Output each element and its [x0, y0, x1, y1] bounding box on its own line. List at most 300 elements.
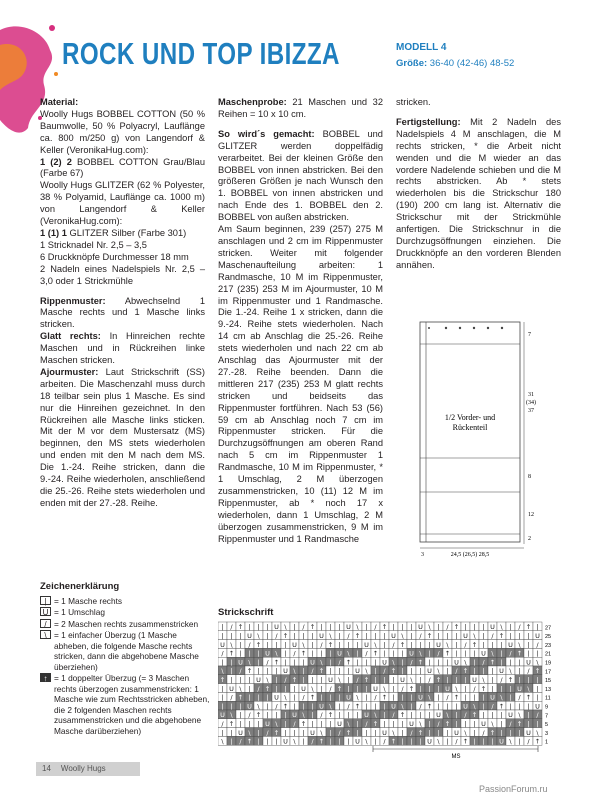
chart-symbol: ↑	[246, 737, 253, 746]
dim-width: 24,5 (26,5) 28,5	[450, 552, 490, 558]
chart-symbol: ↑	[435, 676, 442, 684]
chart-symbol: |	[437, 684, 440, 693]
chart-symbol: /	[374, 693, 377, 702]
chart-symbol: |	[500, 711, 503, 720]
chart-symbol: \	[320, 728, 323, 737]
chart-symbol: |	[356, 728, 359, 737]
legend-text: = 1 einfacher Überzug (1 Masche abheben, die folgende Masche rechts stricken, dann die abgehobene Masche überziehen)	[54, 630, 199, 672]
chart-symbol: |	[311, 632, 314, 640]
chart-symbol: \	[419, 649, 422, 658]
chart-symbol: |	[257, 623, 260, 632]
chart-symbol: |	[401, 737, 404, 746]
chart-symbol: |	[374, 632, 377, 640]
chart-symbol: \	[302, 640, 305, 649]
chart-symbol: |	[239, 632, 242, 640]
chart-symbol: \	[401, 702, 404, 711]
chart-symbol: /	[446, 623, 449, 632]
chart-symbol: |	[311, 640, 314, 649]
chart-symbol: |	[257, 728, 260, 737]
knitting-chart	[218, 620, 568, 760]
chart-symbol: ↑	[372, 649, 379, 658]
chart-symbol: \	[500, 693, 503, 702]
chart-symbol: |	[347, 676, 350, 684]
chart-symbol: \	[437, 737, 440, 746]
chart-symbol: |	[410, 702, 413, 711]
chart-symbol: U	[463, 632, 468, 640]
chart-symbol: |	[230, 667, 233, 676]
chart-symbol: ↑	[408, 684, 415, 693]
chart-symbol: ↑	[426, 632, 433, 640]
dim-2: 2	[528, 536, 531, 542]
chart-symbol: U	[373, 684, 378, 693]
chart-symbol: ↑	[282, 702, 289, 711]
chart-symbol: |	[392, 720, 395, 728]
chart-symbol: |	[221, 623, 224, 632]
chart-symbol: |	[437, 632, 440, 640]
chart-symbol: U	[283, 667, 288, 676]
chart-symbol: /	[275, 702, 278, 711]
chart-symbol: |	[329, 649, 332, 658]
chart-symbol: |	[455, 676, 458, 684]
chart-symbol: \	[428, 623, 431, 632]
chart-symbol: \	[221, 737, 224, 746]
chart-symbol: |	[509, 632, 512, 640]
chart-symbol: |	[518, 676, 521, 684]
row-number: 11	[545, 695, 551, 702]
chart-symbol: |	[266, 640, 269, 649]
chart-symbol: |	[401, 728, 404, 737]
row-number: 23	[545, 642, 552, 649]
dim-top: 7	[528, 332, 531, 338]
chart-symbol: ↑	[336, 684, 343, 693]
chart-symbol: |	[383, 702, 386, 711]
chart-symbol: |	[329, 728, 332, 737]
probe-label: Maschenprobe:	[218, 97, 287, 107]
chart-symbol: |	[482, 702, 485, 711]
chart-symbol: |	[383, 649, 386, 658]
chart-symbol: U	[517, 684, 522, 693]
chart-symbol: U	[364, 711, 369, 720]
chart-symbol: |	[338, 632, 341, 640]
chart-symbol: |	[338, 711, 341, 720]
legend-item	[40, 619, 210, 630]
chart-symbol: |	[257, 720, 260, 728]
chart-symbol: |	[284, 720, 287, 728]
chart-symbol: |	[266, 667, 269, 676]
page-number: 14	[42, 764, 51, 773]
chart-symbol: |	[293, 658, 296, 667]
chart-symbol: |	[491, 711, 494, 720]
chart-symbol: U	[337, 720, 342, 728]
chart-symbol: |	[428, 684, 431, 693]
chart-symbol: |	[293, 693, 296, 702]
chart-symbol: |	[437, 623, 440, 632]
legend-text: = 2 Maschen rechts zusammenstricken	[54, 618, 199, 629]
chart-symbol: \	[419, 720, 422, 728]
chart-symbol: /	[266, 658, 269, 667]
chart-symbol: /	[464, 640, 467, 649]
chart-symbol: /	[221, 720, 224, 728]
chart-symbol: \	[293, 737, 296, 746]
chart-symbol: /	[419, 702, 422, 711]
gemacht-label: So wird´s gemacht:	[218, 128, 315, 139]
chart-symbol: |	[239, 640, 242, 649]
chart-symbol: |	[347, 737, 350, 746]
chart-symbol: |	[500, 649, 503, 658]
chart-symbol: |	[482, 640, 485, 649]
chart-symbol: \	[455, 684, 458, 693]
chart-symbol: /	[392, 640, 395, 649]
chart-symbol: \	[509, 737, 512, 746]
chart-symbol: |	[518, 632, 521, 640]
chart-symbol: ↑	[534, 737, 541, 746]
chart-symbol: U	[220, 711, 225, 720]
chart-symbol: |	[482, 667, 485, 676]
chart-symbol: |	[455, 711, 458, 720]
chart-symbol: ↑	[471, 711, 478, 720]
chart-symbol: |	[356, 684, 359, 693]
chart-symbol: |	[527, 632, 530, 640]
chart-symbol: |	[473, 728, 476, 737]
ms-label: MS	[451, 754, 461, 760]
glatt-text: In Hinreichen rechte Maschen und in Rückreihen linke Maschen stricken.	[40, 331, 205, 366]
chart-symbol: \	[473, 632, 476, 640]
chart-symbol: ↑	[282, 632, 289, 640]
chart-symbol: |	[473, 658, 476, 667]
chart-symbol: |	[383, 720, 386, 728]
chart-symbol: |	[329, 667, 332, 676]
chart-symbol: /	[365, 720, 368, 728]
chart-symbol: |	[491, 737, 494, 746]
chart-symbol: |	[248, 676, 251, 684]
chart-symbol: |	[356, 711, 359, 720]
chart-symbol: /	[383, 737, 386, 746]
chart-symbol: |	[428, 711, 431, 720]
chart-symbol: |	[491, 640, 494, 649]
chart-symbol: \	[464, 658, 467, 667]
chart-symbol: |	[329, 737, 332, 746]
chart-symbol: ↑	[417, 728, 424, 737]
chart-symbol: U	[220, 640, 225, 649]
chart-symbol: /	[311, 667, 314, 676]
chart-symbol: |	[239, 702, 242, 711]
chart-symbol: |	[410, 623, 413, 632]
chart-symbol: /	[410, 658, 413, 667]
chart-symbol: \	[374, 640, 377, 649]
chart-symbol: U	[409, 720, 414, 728]
chart-symbol: ↑	[309, 623, 316, 632]
bobbel-name: BOBBEL COTTON Grau/Blau (Farbe 67)	[40, 156, 206, 179]
page-title: ROCK UND TOP IBIZZA	[62, 36, 340, 71]
row-number: 13	[545, 686, 552, 693]
chart-symbol: |	[401, 720, 404, 728]
chart-symbol: U	[499, 737, 504, 746]
chart-symbol: U	[499, 667, 504, 676]
chart-symbol: ↑	[381, 623, 388, 632]
chart-symbol: |	[473, 737, 476, 746]
chart-symbol: U	[256, 676, 261, 684]
chart-symbol: U	[301, 684, 306, 693]
chart-symbol: |	[509, 623, 512, 632]
schematic-label-line1: 1/2 Vorder- und	[444, 413, 496, 422]
chart-symbol: \	[446, 711, 449, 720]
chart-symbol: /	[482, 728, 485, 737]
chart-symbol: |	[536, 649, 539, 658]
needles-1: 1 Stricknadel Nr. 2,5 – 3,5	[40, 239, 147, 250]
chart-symbol: \	[230, 711, 233, 720]
chart-symbol: |	[536, 684, 539, 693]
chart-symbol: \	[266, 676, 269, 684]
row-number: 1	[545, 739, 549, 746]
chart-symbol: |	[446, 737, 449, 746]
chart-symbol: |	[374, 702, 377, 711]
chart-symbol: |	[293, 632, 296, 640]
chart-symbol: |	[248, 720, 251, 728]
chart-symbol: \	[491, 720, 494, 728]
symbol-k2tog-icon: /	[40, 619, 51, 628]
chart-symbol: /	[311, 737, 314, 746]
chart-symbol: U	[346, 693, 351, 702]
chart-symbol: U	[364, 640, 369, 649]
chart-symbol: \	[347, 720, 350, 728]
chart-symbol: |	[311, 720, 314, 728]
chart-symbol: /	[509, 649, 512, 658]
chart-symbol: |	[320, 649, 323, 658]
chart-symbol: |	[356, 640, 359, 649]
chart-symbol: \	[311, 684, 314, 693]
chart-symbol: ↑	[516, 649, 523, 658]
chart-symbol: |	[482, 737, 485, 746]
chart-symbol: |	[347, 684, 350, 693]
bobbel-amount: 1 (2) 2	[40, 156, 72, 167]
symbol-knit-icon: |	[40, 596, 51, 605]
chart-symbol: |	[446, 676, 449, 684]
size-label: Größe:	[396, 58, 428, 69]
chart-symbol: |	[437, 693, 440, 702]
chart-symbol: ↑	[507, 676, 514, 684]
chart-symbol: |	[446, 658, 449, 667]
chart-symbol: |	[302, 702, 305, 711]
chart-symbol: /	[464, 711, 467, 720]
chart-symbol: |	[275, 676, 278, 684]
chart-symbol: |	[383, 676, 386, 684]
chart-symbol: |	[266, 693, 269, 702]
chart-symbol: |	[536, 676, 539, 684]
text-column-2	[218, 97, 383, 546]
chart-symbol: ↑	[516, 720, 523, 728]
chart-symbol: |	[491, 667, 494, 676]
row-number: 15	[545, 678, 552, 685]
footer-brand: Woolly Hugs	[60, 764, 106, 773]
glitzer-amount: 1 (1) 1	[40, 227, 67, 238]
chart-symbol: ↑	[444, 720, 451, 728]
row-number: 9	[545, 704, 549, 711]
chart-symbol: /	[293, 649, 296, 658]
chart-symbol: ↑	[399, 711, 406, 720]
chart-symbol: \	[329, 632, 332, 640]
chart-symbol: ↑	[291, 676, 298, 684]
chart-symbol: U	[427, 667, 432, 676]
chart-symbol: |	[320, 720, 323, 728]
chart-symbol: U	[382, 728, 387, 737]
chart-symbol: \	[365, 737, 368, 746]
chart-symbol: \	[374, 711, 377, 720]
chart-symbol: U	[481, 649, 486, 658]
chart-symbol: U	[319, 632, 324, 640]
chart-symbol: |	[275, 684, 278, 693]
material-text: Woolly Hugs BOBBEL COTTON (50 % Baumwolle, 50 % Polyacryl, Lauflänge ca. 800 m/250 g) von Langendorf & Keller (VeronikaHug.com):	[40, 108, 205, 155]
chart-symbol: \	[446, 640, 449, 649]
chart-symbol: \	[329, 702, 332, 711]
chart-symbol: /	[338, 728, 341, 737]
chart-symbol: |	[338, 640, 341, 649]
chart-symbol: |	[365, 623, 368, 632]
size-value: 36-40 (42-46) 48-52	[429, 58, 515, 69]
chart-symbol: |	[248, 693, 251, 702]
chart-symbol: ↑	[345, 728, 352, 737]
chart-symbol: |	[446, 632, 449, 640]
chart-symbol: |	[239, 711, 242, 720]
legend-text: = 1 doppelter Überzug (= 3 Maschen rechts überzogen zusammenstricken: 1 Masche wie zum Rechtsstricken abheben, die 2 folgenden Maschen rechts zusammenstricken und die abgehobene Masche darüberziehen)	[54, 673, 210, 736]
chart-symbol: ↑	[462, 737, 469, 746]
row-number: 5	[545, 722, 549, 729]
chart-symbol: \	[356, 623, 359, 632]
rippen-label: Rippenmuster:	[40, 295, 106, 306]
chart-symbol: |	[347, 667, 350, 676]
dim-12: 12	[528, 512, 534, 518]
chart-symbol: |	[500, 658, 503, 667]
chart-symbol: ↑	[390, 667, 397, 676]
chart-symbol: |	[509, 658, 512, 667]
chart-symbol: |	[464, 720, 467, 728]
chart-symbol: ↑	[228, 720, 235, 728]
chart-symbol: /	[500, 676, 503, 684]
legend-item	[40, 596, 210, 607]
chart-symbol: |	[311, 702, 314, 711]
chart-symbol: |	[302, 728, 305, 737]
chart-symbol: U	[292, 711, 297, 720]
chart-symbol: |	[518, 658, 521, 667]
chart-symbol: |	[257, 658, 260, 667]
dim-left: 3	[421, 552, 424, 558]
chart-symbol: |	[311, 711, 314, 720]
chart-symbol: |	[257, 693, 260, 702]
chart-symbol: |	[419, 676, 422, 684]
chart-symbol: |	[410, 693, 413, 702]
chart-symbol: |	[437, 658, 440, 667]
chart-symbol: U	[445, 684, 450, 693]
chart-symbol: ↑	[426, 702, 433, 711]
chart-symbol: /	[410, 728, 413, 737]
chart-symbol: ↑	[228, 649, 235, 658]
chart-symbol: \	[284, 623, 287, 632]
ajour-label: Ajourmuster:	[40, 366, 99, 377]
chart-symbol: |	[221, 658, 224, 667]
chart-symbol: \	[536, 728, 539, 737]
chart-symbol: |	[284, 649, 287, 658]
chart-symbol: |	[338, 693, 341, 702]
chart-symbol: U	[355, 737, 360, 746]
chart-symbol: \	[239, 684, 242, 693]
chart-symbol: \	[356, 693, 359, 702]
chart-symbol: |	[428, 658, 431, 667]
chart-symbol: ↑	[363, 676, 370, 684]
chart-symbol: ↑	[417, 658, 424, 667]
chart-symbol: |	[374, 658, 377, 667]
chart-symbol: |	[392, 684, 395, 693]
chart-symbol: /	[248, 640, 251, 649]
chart-symbol: U	[265, 720, 270, 728]
chart-symbol: |	[536, 623, 539, 632]
chart-symbol: U	[436, 640, 441, 649]
chart-symbol: U	[337, 649, 342, 658]
chart-symbol: |	[293, 684, 296, 693]
chart-symbol: ↑	[354, 632, 361, 640]
chart-symbol: \	[392, 728, 395, 737]
chart-symbol: |	[374, 676, 377, 684]
chart-symbol: |	[518, 728, 521, 737]
chart-symbol: ↑	[525, 693, 532, 702]
chart-symbol: U	[481, 720, 486, 728]
chart-symbol: ↑	[480, 684, 487, 693]
row-number: 25	[545, 634, 552, 641]
chart-symbol: ↑	[219, 676, 226, 684]
chart-symbol: |	[365, 632, 368, 640]
chart-title: Strickschrift	[218, 607, 274, 618]
chart-symbol: /	[527, 667, 530, 676]
chart-symbol: |	[257, 667, 260, 676]
chart-symbol: \	[482, 676, 485, 684]
chart-symbol: |	[455, 649, 458, 658]
chart-symbol: /	[230, 623, 233, 632]
gemacht-text: BOBBEL und GLITZER werden doppelfädig verarbeitet. Bei der kleinen Größe den BOBBEL von innen abstricken. Bei den größeren Größen je nach Wunsch den 1. BOBBEL von innen abstricken und nach Ende des 1. BOBBEL den 2. BOBBEL von außen abstricken.	[218, 128, 383, 223]
chart-symbol: /	[329, 684, 332, 693]
chart-symbol: |	[473, 720, 476, 728]
chart-symbol: \	[230, 640, 233, 649]
chart-symbol: U	[355, 667, 360, 676]
chart-symbol: U	[346, 623, 351, 632]
schematic-label-line2: Rückenteil	[452, 423, 488, 432]
chart-symbol: /	[446, 693, 449, 702]
chart-symbol: U	[535, 632, 540, 640]
watermark: PassionForum.ru	[479, 784, 548, 794]
chart-symbol: |	[248, 684, 251, 693]
chart-symbol: U	[454, 728, 459, 737]
chart-symbol: \	[302, 711, 305, 720]
chart-symbol: ↑	[273, 728, 280, 737]
chart-symbol: |	[473, 667, 476, 676]
chart-symbol: |	[482, 693, 485, 702]
chart-symbol: |	[500, 640, 503, 649]
material-label: Material:	[40, 97, 79, 107]
chart-symbol: |	[374, 667, 377, 676]
chart-symbol: |	[284, 728, 287, 737]
chart-symbol: /	[491, 702, 494, 711]
chart-symbol: ↑	[471, 640, 478, 649]
chart-symbol: |	[338, 623, 341, 632]
chart-symbol: |	[329, 693, 332, 702]
chart-symbol: |	[275, 711, 278, 720]
chart-symbol: |	[392, 693, 395, 702]
chart-symbol: ↑	[498, 702, 505, 711]
chart-symbol: ↑	[372, 720, 379, 728]
chart-symbol: |	[320, 676, 323, 684]
chart-symbol: ↑	[237, 623, 244, 632]
chart-symbol: |	[509, 702, 512, 711]
chart-symbol: |	[419, 711, 422, 720]
chart-symbol: /	[536, 640, 539, 649]
chart-symbol: U	[490, 693, 495, 702]
